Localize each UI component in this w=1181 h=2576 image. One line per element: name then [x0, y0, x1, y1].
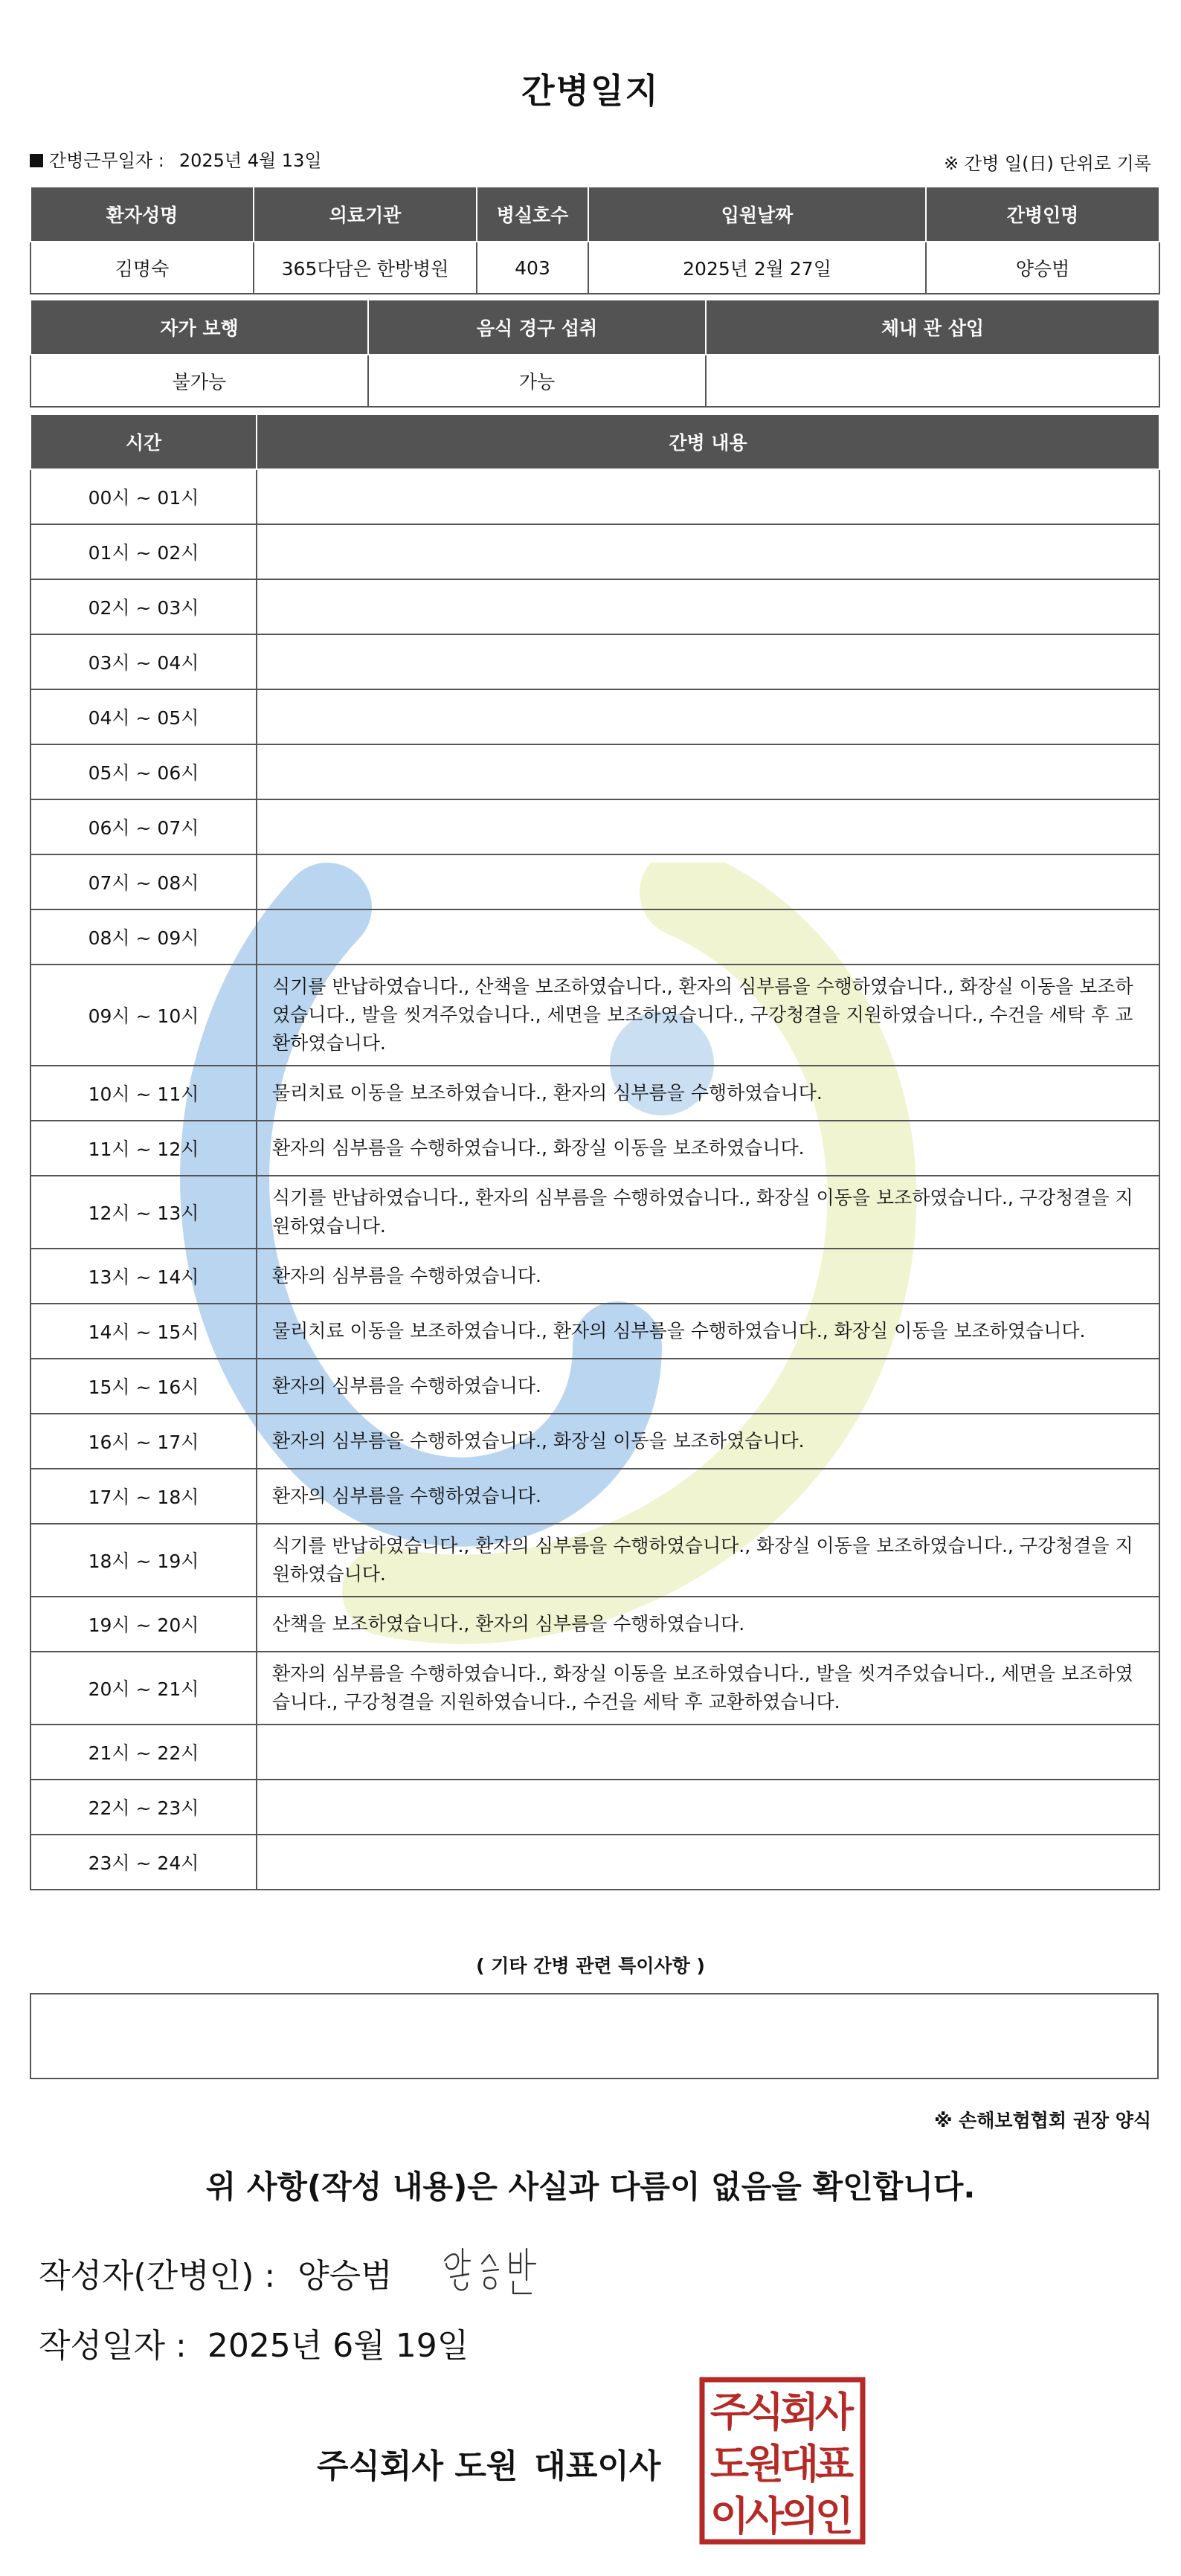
log-time-cell: 20시 ~ 21시 — [30, 1652, 257, 1725]
log-content-cell — [257, 689, 1159, 744]
header-walking: 자가 보행 — [30, 300, 368, 355]
table-row — [30, 689, 1159, 744]
writer-line — [39, 2249, 393, 2296]
log-content-cell: 환자의 심부름을 수행하였습니다., 화장실 이동을 보조하였습니다. — [257, 1121, 1159, 1176]
log-time-cell: 21시 ~ 22시 — [30, 1725, 257, 1780]
svg-text:대: 대 — [779, 2441, 820, 2488]
log-content-cell — [257, 799, 1159, 854]
hospital-name: 365다담은 한방병원 — [254, 242, 477, 294]
oral-intake-status: 가능 — [368, 355, 706, 407]
company-title: 대표이사 — [534, 2447, 661, 2485]
log-content-cell: 환자의 심부름을 수행하였습니다. — [257, 1359, 1159, 1414]
log-content-cell — [257, 744, 1159, 799]
table-row — [30, 1780, 1159, 1835]
header-patient-name: 환자성명 — [30, 187, 254, 242]
table-row — [30, 744, 1159, 799]
log-time-cell: 11시 ~ 12시 — [30, 1121, 257, 1176]
patient-name: 김명숙 — [30, 242, 254, 294]
table-row — [30, 524, 1159, 579]
header-caregiver-name: 간병인명 — [926, 187, 1159, 242]
log-content-cell: 식기를 반납하였습니다., 환자의 심부름을 수행하였습니다., 화장실 이동을 보조하였습니다., 구강청결을 지원하였습니다. — [257, 1524, 1159, 1597]
table-row — [30, 1249, 1159, 1304]
log-content-cell — [257, 1835, 1159, 1890]
confirmation-statement: 위 사항(작성 내용)은 사실과 다름이 없음을 확인합니다. — [205, 2168, 976, 2205]
log-time-cell: 23시 ~ 24시 — [30, 1835, 257, 1890]
caregiver-name: 양승범 — [926, 242, 1159, 294]
log-content-cell: 환자의 심부름을 수행하였습니다. — [257, 1249, 1159, 1304]
svg-text:이: 이 — [709, 2493, 750, 2540]
form-footnote: ※ 손해보험협회 권장 양식 — [934, 2110, 1151, 2131]
log-content-cell — [257, 634, 1159, 689]
written-date-label: 작성일자 : — [39, 2327, 187, 2365]
log-content-cell: 환자의 심부름을 수행하였습니다., 화장실 이동을 보조하였습니다. — [257, 1414, 1159, 1469]
table-row — [30, 1652, 1159, 1725]
header-tube: 체내 관 삽입 — [706, 300, 1159, 355]
header-hospital: 의료기관 — [254, 187, 477, 242]
log-content-cell: 물리치료 이동을 보조하였습니다., 환자의 심부름을 수행하였습니다., 화장실 이동을 보조하였습니다. — [257, 1304, 1159, 1359]
log-content-cell — [257, 579, 1159, 634]
special-notes-box — [30, 1993, 1159, 2079]
tube-status — [706, 355, 1159, 407]
written-date-line — [39, 2319, 469, 2366]
log-content-cell: 환자의 심부름을 수행하였습니다. — [257, 1469, 1159, 1524]
table-row — [30, 1597, 1159, 1652]
table-row — [30, 1176, 1159, 1249]
log-time-cell: 02시 ~ 03시 — [30, 579, 257, 634]
svg-text:원: 원 — [744, 2441, 785, 2488]
table-row — [30, 909, 1159, 965]
square-bullet-icon — [30, 154, 43, 167]
care-log-body — [30, 469, 1159, 1890]
document-title: 간병일지 — [521, 71, 660, 111]
log-time-cell: 10시 ~ 11시 — [30, 1066, 257, 1121]
svg-text:사: 사 — [814, 2389, 855, 2435]
table-row — [30, 469, 1159, 524]
log-content-cell — [257, 1780, 1159, 1835]
svg-text:도: 도 — [709, 2441, 750, 2488]
writer-name: 양승범 — [297, 2257, 393, 2295]
log-time-cell: 08시 ~ 09시 — [30, 909, 257, 965]
work-date-line — [30, 146, 322, 172]
room-number: 403 — [477, 242, 588, 294]
log-time-cell: 16시 ~ 17시 — [30, 1414, 257, 1469]
svg-text:주: 주 — [709, 2389, 750, 2435]
header-time: 시간 — [30, 414, 257, 469]
header-care-content: 간병 내용 — [257, 414, 1159, 469]
svg-text:의: 의 — [779, 2493, 820, 2540]
work-date-label: 간병근무일자 : — [49, 150, 164, 171]
company-name: 주식회사 도원 — [317, 2447, 518, 2485]
log-content-cell: 산책을 보조하였습니다., 환자의 심부름을 수행하였습니다. — [257, 1597, 1159, 1652]
patient-status-table — [30, 299, 1160, 408]
log-time-cell: 14시 ~ 15시 — [30, 1304, 257, 1359]
table-row — [30, 1359, 1159, 1414]
svg-text:표: 표 — [814, 2441, 855, 2488]
table-row — [30, 634, 1159, 689]
header-admission-date: 입원날짜 — [588, 187, 926, 242]
log-time-cell: 07시 ~ 08시 — [30, 854, 257, 909]
svg-text:식: 식 — [744, 2389, 785, 2435]
company-seal — [699, 2377, 866, 2545]
log-time-cell: 09시 ~ 10시 — [30, 965, 257, 1066]
care-log-table — [30, 413, 1160, 1890]
table-row — [30, 1835, 1159, 1890]
work-date-value: 2025년 4월 13일 — [178, 150, 322, 171]
log-content-cell — [257, 524, 1159, 579]
table-row — [30, 1121, 1159, 1176]
table-row — [30, 1469, 1159, 1524]
log-time-cell: 17시 ~ 18시 — [30, 1469, 257, 1524]
table-row — [30, 1304, 1159, 1359]
log-time-cell: 22시 ~ 23시 — [30, 1780, 257, 1835]
table-row — [30, 1524, 1159, 1597]
header-room: 병실호수 — [477, 187, 588, 242]
log-content-cell — [257, 469, 1159, 524]
log-time-cell: 00시 ~ 01시 — [30, 469, 257, 524]
log-time-cell: 12시 ~ 13시 — [30, 1176, 257, 1249]
table-row — [30, 1066, 1159, 1121]
table-row — [30, 1414, 1159, 1469]
patient-info-table — [30, 186, 1160, 294]
unit-note: ※ 간병 일(日) 단위로 기록 — [944, 153, 1151, 174]
writer-label: 작성자(간병인) : — [39, 2257, 276, 2295]
log-time-cell: 19시 ~ 20시 — [30, 1597, 257, 1652]
handwritten-signature — [436, 2238, 555, 2305]
admission-date: 2025년 2월 27일 — [588, 242, 926, 294]
walking-status: 불가능 — [30, 355, 368, 407]
log-time-cell: 06시 ~ 07시 — [30, 799, 257, 854]
log-time-cell: 13시 ~ 14시 — [30, 1249, 257, 1304]
log-time-cell: 03시 ~ 04시 — [30, 634, 257, 689]
log-content-cell — [257, 909, 1159, 965]
header-oral-intake: 음식 경구 섭취 — [368, 300, 706, 355]
table-row — [30, 854, 1159, 909]
log-time-cell: 04시 ~ 05시 — [30, 689, 257, 744]
log-content-cell — [257, 1725, 1159, 1780]
table-row — [30, 1725, 1159, 1780]
table-row — [30, 579, 1159, 634]
log-content-cell: 환자의 심부름을 수행하였습니다., 화장실 이동을 보조하였습니다., 발을 씻겨주었습니다., 세면을 보조하였습니다., 구강청결을 지원하였습니다., 수건을 세탁 후 교환하였습니다. — [257, 1652, 1159, 1725]
log-content-cell: 식기를 반납하였습니다., 산책을 보조하였습니다., 환자의 심부름을 수행하였습니다., 화장실 이동을 보조하였습니다., 발을 씻겨주었습니다., 세면을 보조하였습니다., 구강청결을 지원하였습니다., 수건을 세탁 후 교환하였습니다. — [257, 965, 1159, 1066]
log-content-cell — [257, 854, 1159, 909]
log-time-cell: 05시 ~ 06시 — [30, 744, 257, 799]
written-date-value: 2025년 6월 19일 — [207, 2327, 469, 2365]
svg-text:사: 사 — [744, 2493, 785, 2540]
svg-text:인: 인 — [814, 2493, 855, 2540]
svg-text:회: 회 — [779, 2389, 820, 2435]
log-content-cell: 물리치료 이동을 보조하였습니다., 환자의 심부름을 수행하였습니다. — [257, 1066, 1159, 1121]
log-time-cell: 18시 ~ 19시 — [30, 1524, 257, 1597]
table-row — [30, 799, 1159, 854]
log-time-cell: 15시 ~ 16시 — [30, 1359, 257, 1414]
log-time-cell: 01시 ~ 02시 — [30, 524, 257, 579]
special-notes-title: ( 기타 간병 관련 특이사항 ) — [476, 1955, 705, 1977]
log-content-cell: 식기를 반납하였습니다., 환자의 심부름을 수행하였습니다., 화장실 이동을 보조하였습니다., 구강청결을 지원하였습니다. — [257, 1176, 1159, 1249]
company-line — [317, 2439, 660, 2487]
table-row — [30, 965, 1159, 1066]
